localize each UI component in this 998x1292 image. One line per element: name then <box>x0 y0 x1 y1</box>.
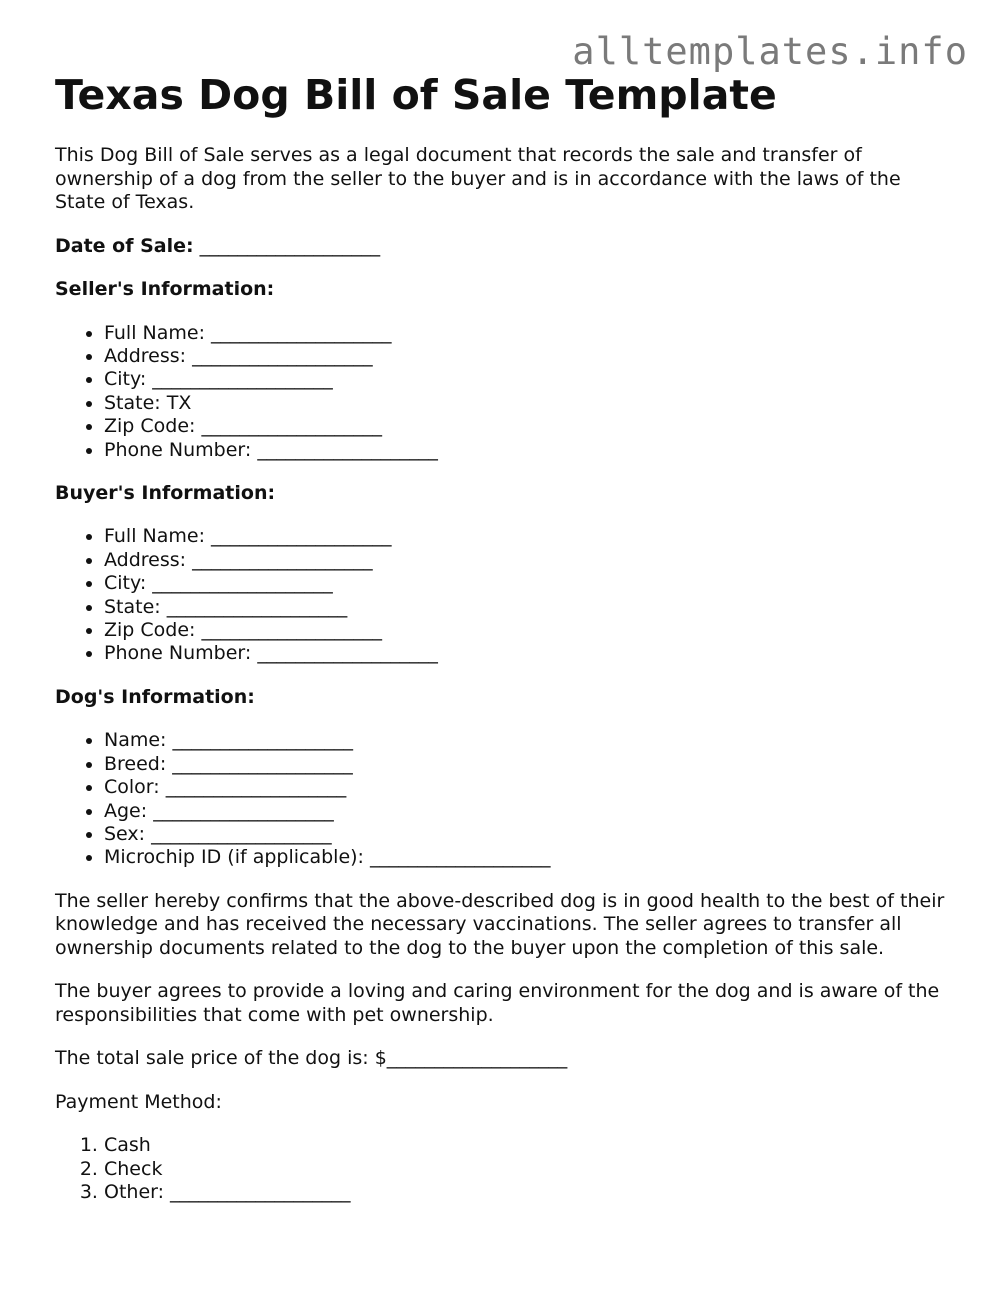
buyer-zip-code: • Zip Code: ___________________ <box>104 619 945 642</box>
dog-age: • Age: ___________________ <box>104 800 945 823</box>
sale-price-line: The total sale price of the dog is: $___________________ <box>55 1047 568 1070</box>
seller-address: • Address: ___________________ <box>104 345 945 368</box>
dog-breed: • Breed: ___________________ <box>104 753 945 776</box>
dog-sex: • Sex: ___________________ <box>104 823 945 846</box>
dog-name: • Name: ___________________ <box>104 729 945 752</box>
payment-check: 2. Check <box>104 1158 945 1181</box>
page-title: Texas Dog Bill of Sale Template <box>55 71 777 119</box>
document-page <box>55 70 945 1205</box>
payment-other: 3. Other: ___________________ <box>104 1181 945 1204</box>
payment-cash: 1. Cash <box>104 1134 945 1157</box>
buyer-phone-number: • Phone Number: ___________________ <box>104 642 945 665</box>
buyer-city: • City: ___________________ <box>104 572 945 595</box>
intro-paragraph: This Dog Bill of Sale serves as a legal document that records the sale and transfer of ownership of a dog from the seller to the buyer and is in accordance with the laws of the State of Texas. <box>55 144 901 213</box>
date-of-sale-blank: ___________________ <box>199 234 381 257</box>
buyer-address: • Address: ___________________ <box>104 549 945 572</box>
payment-method-heading: Payment Method: <box>55 1090 222 1113</box>
seller-info-list <box>55 322 945 462</box>
dog-microchip-id: • Microchip ID (if applicable): ___________________ <box>104 846 945 869</box>
seller-zip-code: • Zip Code: ___________________ <box>104 415 945 438</box>
seller-state: • State: TX <box>104 392 945 415</box>
dog-color: • Color: ___________________ <box>104 776 945 799</box>
seller-confirmation-paragraph: The seller hereby confirms that the above-described dog is in good health to the best of their knowledge and has received the necessary vaccinations. The seller agrees to transfer all ownership documents related to the dog to the buyer upon the completion of this sale. <box>55 889 945 959</box>
buyer-agreement-paragraph: The buyer agrees to provide a loving and caring environment for the dog and is aware of the responsibilities that come with pet ownership. <box>55 980 940 1026</box>
watermark: alltemplates.info <box>572 30 968 73</box>
seller-phone-number: • Phone Number: ___________________ <box>104 439 945 462</box>
buyer-info-list <box>55 525 945 665</box>
dog-heading: Dog's Information: <box>55 685 255 708</box>
payment-method-list <box>55 1134 945 1204</box>
buyer-heading: Buyer's Information: <box>55 481 276 504</box>
seller-heading: Seller's Information: <box>55 278 275 300</box>
seller-full-name: • Full Name: ___________________ <box>104 322 945 345</box>
date-of-sale-label: Date of Sale: <box>55 234 194 257</box>
buyer-state: • State: ___________________ <box>104 596 945 619</box>
buyer-full-name: • Full Name: ___________________ <box>104 525 945 548</box>
date-of-sale-line <box>55 235 945 259</box>
dog-info-list <box>55 729 945 869</box>
seller-city: • City: ___________________ <box>104 368 945 391</box>
